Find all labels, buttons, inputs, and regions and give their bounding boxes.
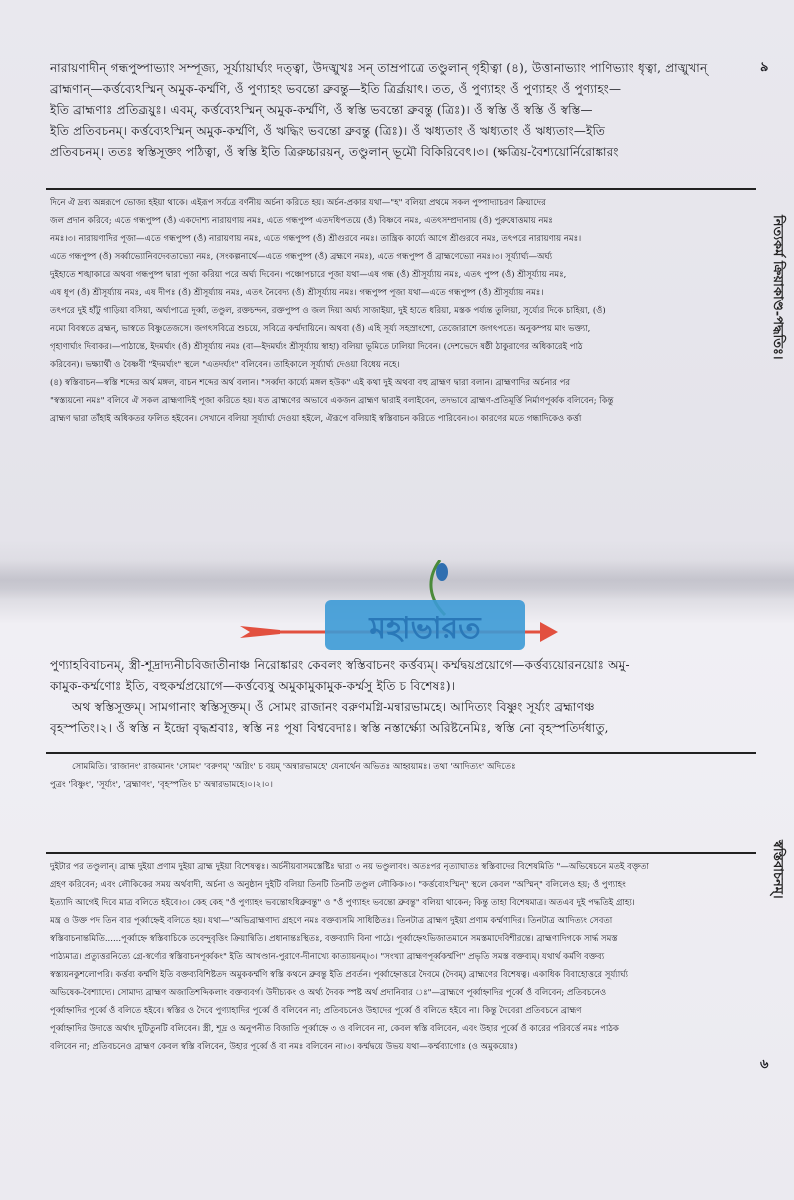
running-title-top: নিত্যকর্ম ক্রিয়াকাণ্ড-পদ্ধতিঃ। <box>770 215 785 360</box>
running-title-bottom: স্বস্তিবাচনম্। <box>770 840 785 899</box>
footnote-line: "স্বস্ত্যয়নো নমঃ" বলিবে ঐ সকল ব্রাহ্মণাদিই পূজা করিতে হয়। যত ব্রাহ্মণের অভাবে একজন ব্রাহ্মণ দ্বারাই বলাইবেন, তদভাবে ব্রাহ্মণ-প্রতিমূর্ত্তি নির্মাণপূর্ব্বক বলিবেন; কিন্তু <box>50 396 614 406</box>
footnote-line: করিবেন)। ভক্ষ্যার্থী ও বৈষ্ণবী "ইদমর্ঘ্যং" স্থলে "এতদর্ঘ্যং" বলিবেন। তাহিকালে সূর্য্যার্ঘ্য দেওয়া বিধেয় নহে। <box>50 360 400 370</box>
footnote-divider <box>46 852 756 854</box>
footnote-line: নমো বিবস্বতে ব্রহ্মন্, ভাস্বতে বিষ্ণুতেজসে। জগৎসবিত্রে শুচয়ে, সবিত্রে কর্ম্মদায়িনে। অথবা (ওঁ) এহি সূর্য্য সহস্রাংশো, তেজোরাশে জগৎপতে। অনুকম্পয় মাং ভক্ত্যা, <box>50 324 591 334</box>
footnote-line: স্বস্তিবাচনান্তমিতি......পূর্ব্বাহ্নে স্বস্তিবাচিকে তবেন্দুবৃত্তিং ক্রিয়ান্বিতি। প্রধানান্তঃস্থিতঃ, বক্তব্যাদি বিনা পাঠে। পূর্ব্বাহ্নেঽভিজাতমানে সমস্তমাদেবিশীরন্তে। ব্রাহ্মণাদিগকে সার্দ্ধ সমস্ত <box>50 934 618 944</box>
text-line: অথ স্বস্তিসূক্তম্। সামগানাং স্বস্তিসূক্তম্। ওঁ সোমং রাজানং বরুণমগ্নি-মন্বারভামহে। আদিত্যং বিষ্ণুং সূর্য্যং ব্রহ্মাণঞ্চ <box>72 700 595 714</box>
footnote-line: স্বস্ত্যয়নকুশলোপরি। কর্ত্তব্য কর্ম্মণি ইতি বক্তব্যবিশিষ্টতদ অমুককর্ম্মণি স্বস্তি কথনে ব্রুবন্তু ইতি প্রবর্তন। পূর্ব্বাহ্নোত্তরে দৈবমে (দৈবম্) ব্রাহ্মণের বিশেষত্ব। একাধিক বিবাহোত্তরে সূর্য্যার্ঘ্য <box>50 970 628 980</box>
footnote-divider <box>46 188 756 190</box>
main-text-bottom <box>50 655 750 739</box>
footnotes-bottom-2 <box>50 858 750 1056</box>
footnote-line: নমঃ।৩। নারায়ণাদির পূজা—এতে গন্ধপুষ্প (ওঁ) নারায়ণায় নমঃ, এতে গন্ধপুষ্প (ওঁ) শ্রীগুরবে নমঃ। তান্ত্রিক কার্য্যে আগে শ্রীগুরবে নমঃ, তৎপরে নারায়ণায় নমঃ। <box>50 234 582 244</box>
footnote-divider <box>46 752 756 754</box>
footnote-line: ইত্যাদি আগেই দিবে মাত্র বলিতে হইবে।৩। কেহ কেহ "ওঁ পুণ্যাহং ভবন্তোঽধিব্রুবন্তু" ও "ওঁ পুণ্যাহং ভবন্তো ব্রুবন্তু" বলিয়া থাকেন; কিন্তু তাহা বিশেষমাত্র। অতএব দুই পদ্ধতিই গ্রাহ্য। <box>50 898 635 908</box>
footnote-line: দিনে ঐ দ্রব্য অন্নরূপে ভোজ্য হইয়া থাকে। এইরূপ সর্বত্রে বর্ণনীয় অর্চনা করিতে হয়। অর্চন-প্রকার যথা—"হ" বলিয়া প্রথমে সকল পুষ্পাদ্যাচরণ ক্রিয়াদের <box>50 198 546 208</box>
footnote-line: গৃহাণার্ঘ্যং দিবাকর।—পাঠান্তে, ইদমর্ঘ্যং (ওঁ) শ্রীসূর্য্যায় নমঃ (বা—ইদমর্ঘ্যং শ্রীসূর্য্যায় স্বাহা) বলিয়া ভূমিতে ঢালিয়া দিবেন। (দেশভেদে ষষ্ঠী ঠাকুরাণের অধিকারেই পাঠ <box>50 342 583 352</box>
text-line: কামুক-কর্ম্মণোঃ ইতি, বহুকর্ম্মপ্রয়োগে—কর্ত্তব্যেষু অমুকামুকামুক-কর্ম্মসু ইতি চ বিশেষঃ)। <box>50 679 456 693</box>
watermark-logo <box>240 560 560 660</box>
page-number-bottom: ৬ <box>760 1057 769 1072</box>
footnote-line: এষ ধূপ (ওঁ) শ্রীসূর্য্যায় নমঃ, এষ দীপঃ (ওঁ) শ্রীসূর্য্যায় নমঃ, এতৎ নৈবেদ্য (ওঁ) শ্রীসূর্য্যায় নমঃ। গন্ধপুষ্প পূজা যথা—এতে গন্ধপুষ্প (ওঁ) শ্রীসূর্য্যায় নমঃ। <box>50 288 544 298</box>
footnote-line: দুইটার পর তণ্ডুলান্। ব্রাহ্ম দুইয়া প্রণাম দুইয়া ব্রাহ্ম দুইয়া বিশেষত্বঃ। অর্চনীয়বাসমস্তেষ্টিঃ দ্বারা ৩ নয় ভণ্ডুলাবং। অতঃপর নৃত্যাঘাতঃ স্বস্তিবাদের বিশেষমিতি "—অভিষেচনে মতই বক্তৃতা <box>50 862 649 872</box>
text-line: ইতি প্রতিবচনম্। কর্ত্তব্যেঽস্মিন্ অমুক-কর্ম্মণি, ওঁ ঋদ্ধিং ভবন্তো ব্রুবন্তু (ত্রিঃ)। ওঁ ঋধ্যতাং ওঁ ঋধ্যতাং ওঁ ঋধ্যতাং—ইতি <box>50 124 606 138</box>
footnote-line: পূর্ব্বাহ্নাদির উদাত্তে অর্থাৎ দুটিতুনটি বলিবেন। স্ত্রী, শূদ্র ও অনুপনীত বিজাতি পূর্ব্বাহ্নে ৩ ও বলিবেন না, কেবল স্বস্তি বলিবেন, এবং উহার পূর্ব্বে ওঁ কারের পরিবর্ত্তে নমঃ পাঠক <box>50 1024 619 1034</box>
footnote-line: বলিবেন না; প্রতিবচনেও ব্রাহ্মণ কেবল স্বস্তি বলিবেন, উহার পূর্ব্বে ওঁ বা নমঃ বলিবেন না।৩। কর্ম্মদ্বয়ে উভয় যথা—কর্ম্মব্যাগোঃ (ও অমুকয়োঃ) <box>50 1042 518 1052</box>
footnote-line: (৪) স্বস্তিবাচন—স্বস্তি শব্দের অর্থ মঙ্গল, বাচন শব্দের অর্থ বলান। "সর্ব্বদা কার্য্যে মঙ্গল হউক" এই কথা দুই অথবা বহু ব্রাহ্মণ দ্বারা বলান। ব্রাহ্মণাদির অর্চনার পর <box>50 378 571 388</box>
footnote-line: মন্ত্র ও উক্ত পদ তিন বার পূর্ব্বাহ্নেই বলিতে হয়। যথা—"অভিব্রাহ্মণাদ্য গ্রহণে নমঃ বক্তব্যসমি সাধিষ্ঠিতঃ। তিনটাত্র ব্রাহ্মণ দুইয়া প্রণাম কর্ম্মণাদির। তিনটাত্র আদিত্যং সেবতা <box>50 916 613 926</box>
footnote-line: এতে গন্ধপুষ্প (ওঁ) সর্ব্বাভ্যোনিবদেবতাভ্যো নমঃ, (সংকল্পনার্থে—এতে গন্ধপুষ্প (ওঁ) ব্রহ্মণে নমঃ), এতে গন্ধপুষ্প ওঁ ব্রাহ্মণেভ্যো নমঃ।৩। সূর্য্যার্ঘ্য—অর্ঘ্য <box>50 252 553 262</box>
text-line: বৃহস্পতিং।২। ওঁ স্বস্তি ন ইন্দ্রো বৃদ্ধশ্রবাঃ, স্বস্তি নঃ পূষা বিশ্ববেদাঃ। স্বস্তি নস্তার্ক্ষ্যো অরিষ্টনেমিঃ, স্বস্তি নো বৃহস্পতির্দধাতু, <box>50 721 609 735</box>
footnotes-bottom-1 <box>50 758 750 794</box>
footnotes-top <box>50 194 750 428</box>
text-line: নারায়ণাদীন্ গন্ধপুষ্পাভ্যাং সম্পূজ্য, সূর্য্যায়ার্ঘ্যং দত্ত্বা, উদঙ্মুখঃ সন্ তাম্রপাত্রে তণ্ডুলান্ গৃহীত্বা (৪), উত্তানাভ্যাং পাণিভ্যাং ধৃত্বা, প্রাঙ্মুখান্ <box>50 61 708 75</box>
footnote-line: সোমমিতি। 'রাজানং' রাজমানং 'সোমং' 'বরুণম্' 'অগ্নিং' চ বয়ম্ 'অন্বারভামহে' যেনার্থেন অভিতঃ আহ্বয়ামঃ। তথা 'আদিত্যং' অদিতেঃ <box>72 762 516 772</box>
footnote-line: পাঠ্যমাত্র। প্রত্যুত্তরনিত্যে গ্রে-স্বর্ণ্যের স্বস্তিবাচনপূর্ব্বকং" ইতি আখণ্ডান-পুরাণে-দীনাখ্যে কাত্যায়নম্।৩। "সংখ্যা ব্রাহ্মণপূর্ব্বকর্ম্মপি" প্রভৃতি সমস্ত বক্তব্যম্। যথার্থ কর্মণি বক্তব্য <box>50 952 605 962</box>
footnote-line: অভিষেক-বৈশ্যাদ্যে। সোমাদ্য ব্রাহ্মণ অজাতিশব্দিকলাং বক্তব্যবর্গ। উদীচ্যকং ও অর্থ্য দৈবক স্পষ্ট অর্থ প্রদানিবার ঃ"—ব্রাহ্মণে পূর্ব্বাহ্নাদির পূর্ব্বে ওঁ বলিবেন; প্রতিবচনেও <box>50 988 607 998</box>
footnote-line: জল প্রদান করিবে; এতে গন্ধপুষ্প (ওঁ) একদোশ্য নারায়ণায় নমঃ, এতে গন্ধপুষ্প এতদধিপতয়ে (ওঁ) বিষ্ণবে নমঃ, এতৎসম্প্রদানায় (ওঁ) পুরুষোত্তমায় নমঃ <box>50 216 553 226</box>
logo-text: মহাভারত <box>369 611 481 646</box>
text-line: প্রতিবচনম্। ততঃ স্বস্তিসূক্তং পঠিত্বা, ওঁ স্বস্তি ইতি ত্রিরুচ্চারয়ন্, তণ্ডুলান্ ভূমৌ বিকিরিবেৎ।৩। (ক্ষত্রিয়-বৈশ্যয়োর্নিরোঙ্কারং <box>50 145 619 159</box>
footnote-line: তৎপরে দুই হাঁটু গাড়িয়া বসিয়া, অর্ঘ্যপাত্রে দূর্ব্বা, তণ্ডুল, রক্তচন্দন, রক্তপুষ্প ও জল দিয়া অর্ঘ্য সাজাইয়া, দুই হাতে ধরিয়া, মস্তক পর্য্যন্ত তুলিয়া, সূর্য্যের দিকে চাহিয়া, (ওঁ) <box>50 306 606 316</box>
text-line: পুণ্যাহবিবাচনম্, স্ত্রী-শূদ্রাদ্যনীচবিজাতীনাঞ্চ নিরোঙ্কারং কেবলং স্বস্তিবাচনং কর্ত্তব্যম্। কর্ম্মদ্বয়প্রয়োগে—কর্ত্তব্যয়োরনয়োঃ অমু- <box>50 658 630 672</box>
main-text-top <box>50 58 750 163</box>
page-number-top: ৯ <box>760 60 769 75</box>
arrow-feather-logo-icon <box>240 560 560 660</box>
footnote-line: গ্রহণ করিবেন; এবং লৌকিকের সময় অর্থবাদী, অর্চনা ও অনুষ্ঠান দুইটি বলিয়া তিনটি তিনটি তণ্ডুল লৌকিক।৩। "কর্ত্তব্যেঽস্মিন্" স্থলে কেবল "অস্মিন্" বলিলেও হয়; ওঁ পুণ্যাহং <box>50 880 626 890</box>
footnote-line: ব্রাহ্মণ দ্বারা তাঁহাই অধিকতর ফলিত হইবেন। সেখানে বলিয়া সূর্য্যার্ঘ্য দেওয়া হইলে, ঐরূপে বলিয়াই স্বস্তিবাচন করিতে পারিবেন।৩। কারণের মতে গন্ধাদিকেও কর্ত্তা <box>50 414 582 424</box>
footnote-line: পুত্রং 'বিষ্ণুং', 'সূর্য্যং', 'ব্রহ্মাণং', 'বৃহস্পতিং চ' অন্বারভামহে।০।২।০। <box>50 780 273 790</box>
text-line: ব্রাহ্মণান্—কর্ত্তব্যেঽস্মিন্ অমুক-কর্ম্মণি, ওঁ পুণ্যাহং ভবন্তো ব্রুবন্তু—ইতি ত্রির্ব্রূয়াৎ। তত, ওঁ পুণ্যাহং ওঁ পুণ্যাহং ওঁ পুণ্যাহং— <box>50 82 622 96</box>
footnote-line: পূর্ব্বাহ্নাদির পূর্ব্বে ওঁ বলিতে হইবে। স্বস্তির ও দৈবে পুণ্যাহাদির পূর্ব্বে ওঁ বলিবেন না; প্রতিবচনেও উহাদের পূর্ব্বে ওঁ বলিতে হইবে না। কিন্তু দৈবেরা প্রতিবচনে ব্রাহ্মণ <box>50 1006 582 1016</box>
text-line: ইতি ব্রাহ্মণাঃ প্রতিব্রূয়ুঃ। এবম্, কর্ত্তব্যেঽস্মিন্ অমুক-কর্ম্মণি, ওঁ স্বস্তি ভবন্তো ব্রুবন্তু (ত্রিঃ)। ওঁ স্বস্তি ওঁ স্বস্তি ওঁ স্বস্তি— <box>50 103 593 117</box>
footnote-line: দুইহাতে শঙ্খাকারে অথবা গন্ধপুষ্প দ্বারা পূজা করিয়া পরে অর্ঘ্য দিবেন। পঞ্চোপচারে পূজা যথা—এষ গন্ধ (ওঁ) শ্রীসূর্য্যায় নমঃ, এতৎ পুষ্প (ওঁ) শ্রীসূর্য্যায় নমঃ, <box>50 270 567 280</box>
